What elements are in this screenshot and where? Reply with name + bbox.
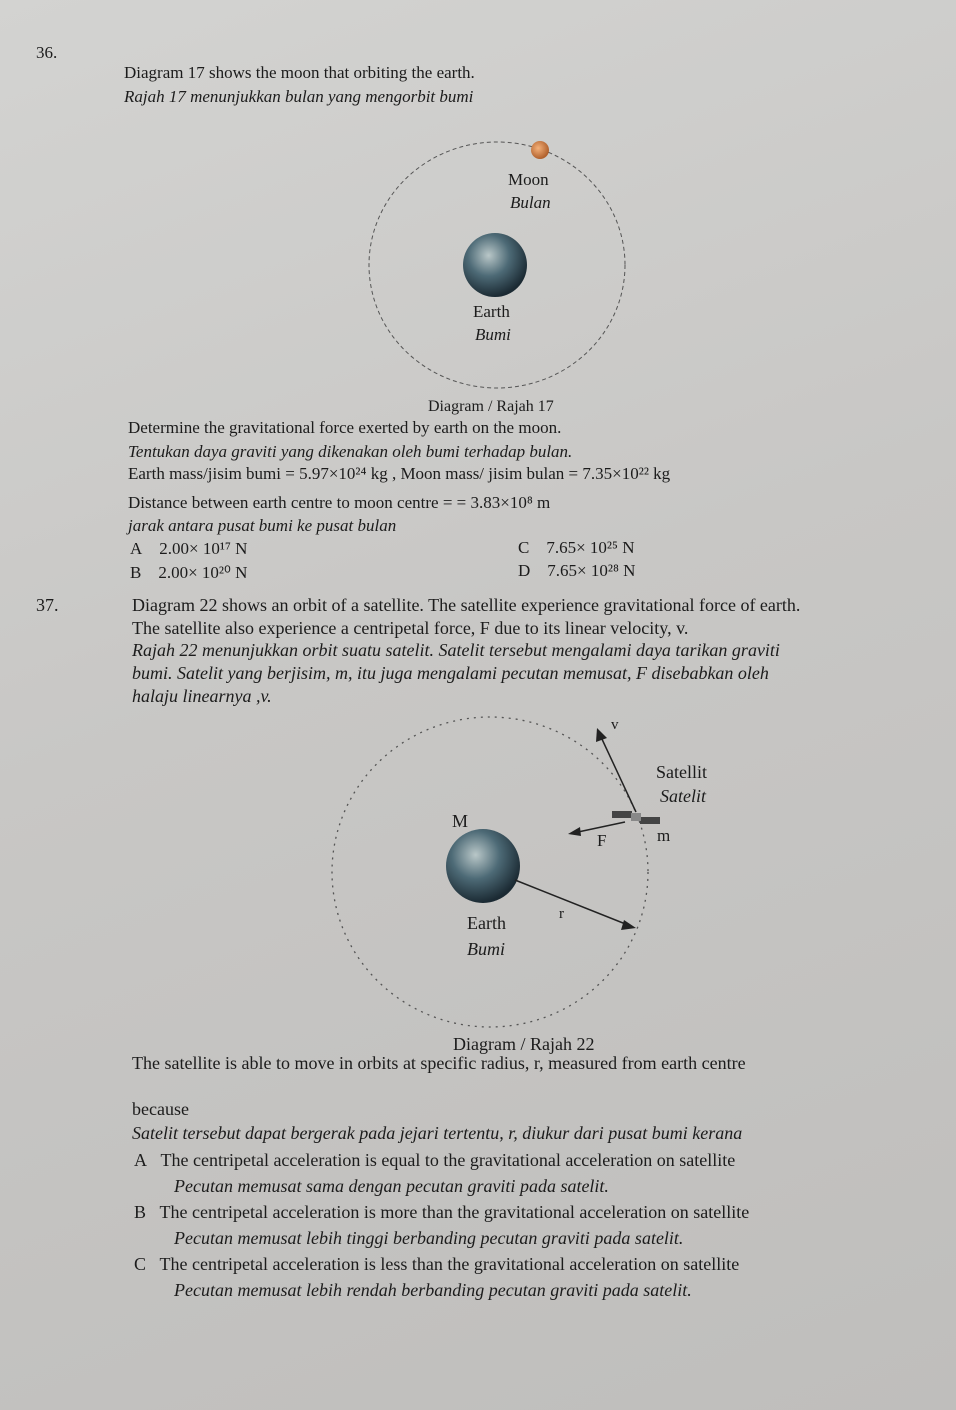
velocity-arrow bbox=[601, 737, 636, 812]
moon-label: Moon bbox=[508, 170, 549, 189]
bumi-label-2: Bumi bbox=[467, 939, 505, 959]
bulan-label: Bulan bbox=[510, 193, 551, 212]
q37-line-ms-3: halaju linearnya ,v. bbox=[132, 686, 272, 706]
moon-icon bbox=[531, 141, 549, 159]
q36-option-c[interactable]: C 7.65× 10²⁵ N bbox=[518, 538, 635, 557]
q37-stem-en-2: because bbox=[132, 1099, 189, 1119]
q37-option-a[interactable]: A The centripetal acceleration is equal to the gravitational acceleration on satellite bbox=[134, 1150, 736, 1170]
earth-icon bbox=[463, 233, 527, 297]
diagram-17-caption: Diagram / Rajah 17 bbox=[428, 398, 554, 415]
q37-stem-ms: Satelit tersebut dapat bergerak pada jejari tertentu, r, diukur dari pusat bumi kerana bbox=[132, 1123, 743, 1143]
velocity-label: v bbox=[611, 717, 619, 733]
earth-mass-label: M bbox=[452, 811, 469, 831]
q37-option-b-ms: Pecutan memusat lebih tinggi berbanding pecutan graviti pada satelit. bbox=[174, 1228, 684, 1248]
q36-distance-en: Distance between earth centre to moon centre = = 3.83×10⁸ m bbox=[128, 493, 551, 512]
q37-line-ms-1: Rajah 22 menunjukkan orbit suatu satelit. Satelit tersebut mengalami daya tarikan graviti bbox=[132, 640, 780, 660]
q36-distance-ms: jarak antara pusat bumi ke pusat bulan bbox=[128, 516, 397, 535]
q37-number: 37. bbox=[36, 595, 59, 615]
q36-question-ms: Tentukan daya graviti yang dikenakan oleh bumi terhadap bulan. bbox=[128, 442, 573, 461]
q36-option-b[interactable]: B 2.00× 10²⁰ N bbox=[130, 563, 248, 582]
satellite-label: Satellit bbox=[656, 762, 707, 782]
q37-line-ms-2: bumi. Satelit yang berjisim, m, itu juga mengalami pecutan memusat, F disebabkan oleh bbox=[132, 663, 769, 683]
q37-line-1: Diagram 22 shows an orbit of a satellite. The satellite experience gravitational force of earth. bbox=[132, 595, 801, 615]
q36-number: 36. bbox=[36, 43, 58, 62]
velocity-arrowhead bbox=[596, 728, 607, 742]
radius-label: r bbox=[559, 906, 564, 922]
q36-option-a[interactable]: A 2.00× 10¹⁷ N bbox=[130, 539, 248, 558]
q36-option-d[interactable]: D 7.65× 10²⁸ N bbox=[518, 561, 636, 580]
q37-option-a-ms: Pecutan memusat sama dengan pecutan graviti pada satelit. bbox=[174, 1176, 609, 1196]
bumi-label: Bumi bbox=[475, 325, 511, 344]
q36-intro-ms: Rajah 17 menunjukkan bulan yang mengorbit bumi bbox=[124, 87, 474, 106]
earth-label: Earth bbox=[473, 302, 510, 321]
q36-masses: Earth mass/jisim bumi = 5.97×10²⁴ kg , Moon mass/ jisim bulan = 7.35×10²² kg bbox=[128, 464, 671, 483]
q37-option-b[interactable]: B The centripetal acceleration is more than the gravitational acceleration on satellite bbox=[134, 1202, 750, 1222]
q36-intro-en: Diagram 17 shows the moon that orbiting the earth. bbox=[124, 63, 475, 82]
radius-arrow bbox=[515, 880, 628, 925]
q37-option-c-ms: Pecutan memusat lebih rendah berbanding pecutan graviti pada satelit. bbox=[174, 1280, 692, 1300]
satellite-mass-label: m bbox=[657, 826, 671, 845]
q37-line-2: The satellite also experience a centripetal force, F due to its linear velocity, v. bbox=[132, 618, 689, 638]
satelit-label: Satelit bbox=[660, 786, 706, 806]
satellite-icon bbox=[612, 811, 660, 824]
force-arrowhead bbox=[568, 827, 581, 836]
diagram-22-caption: Diagram / Rajah 22 bbox=[453, 1034, 595, 1054]
q36-question-en: Determine the gravitational force exerted by earth on the moon. bbox=[128, 418, 562, 437]
radius-arrowhead bbox=[621, 920, 636, 930]
earth-label-2: Earth bbox=[467, 913, 506, 933]
q37-stem-en-1: The satellite is able to move in orbits at specific radius, r, measured from earth centre bbox=[132, 1053, 746, 1073]
q37-option-c[interactable]: C The centripetal acceleration is less than the gravitational acceleration on satellite bbox=[134, 1254, 740, 1274]
force-label: F bbox=[597, 831, 607, 850]
earth-icon-2 bbox=[446, 829, 520, 903]
